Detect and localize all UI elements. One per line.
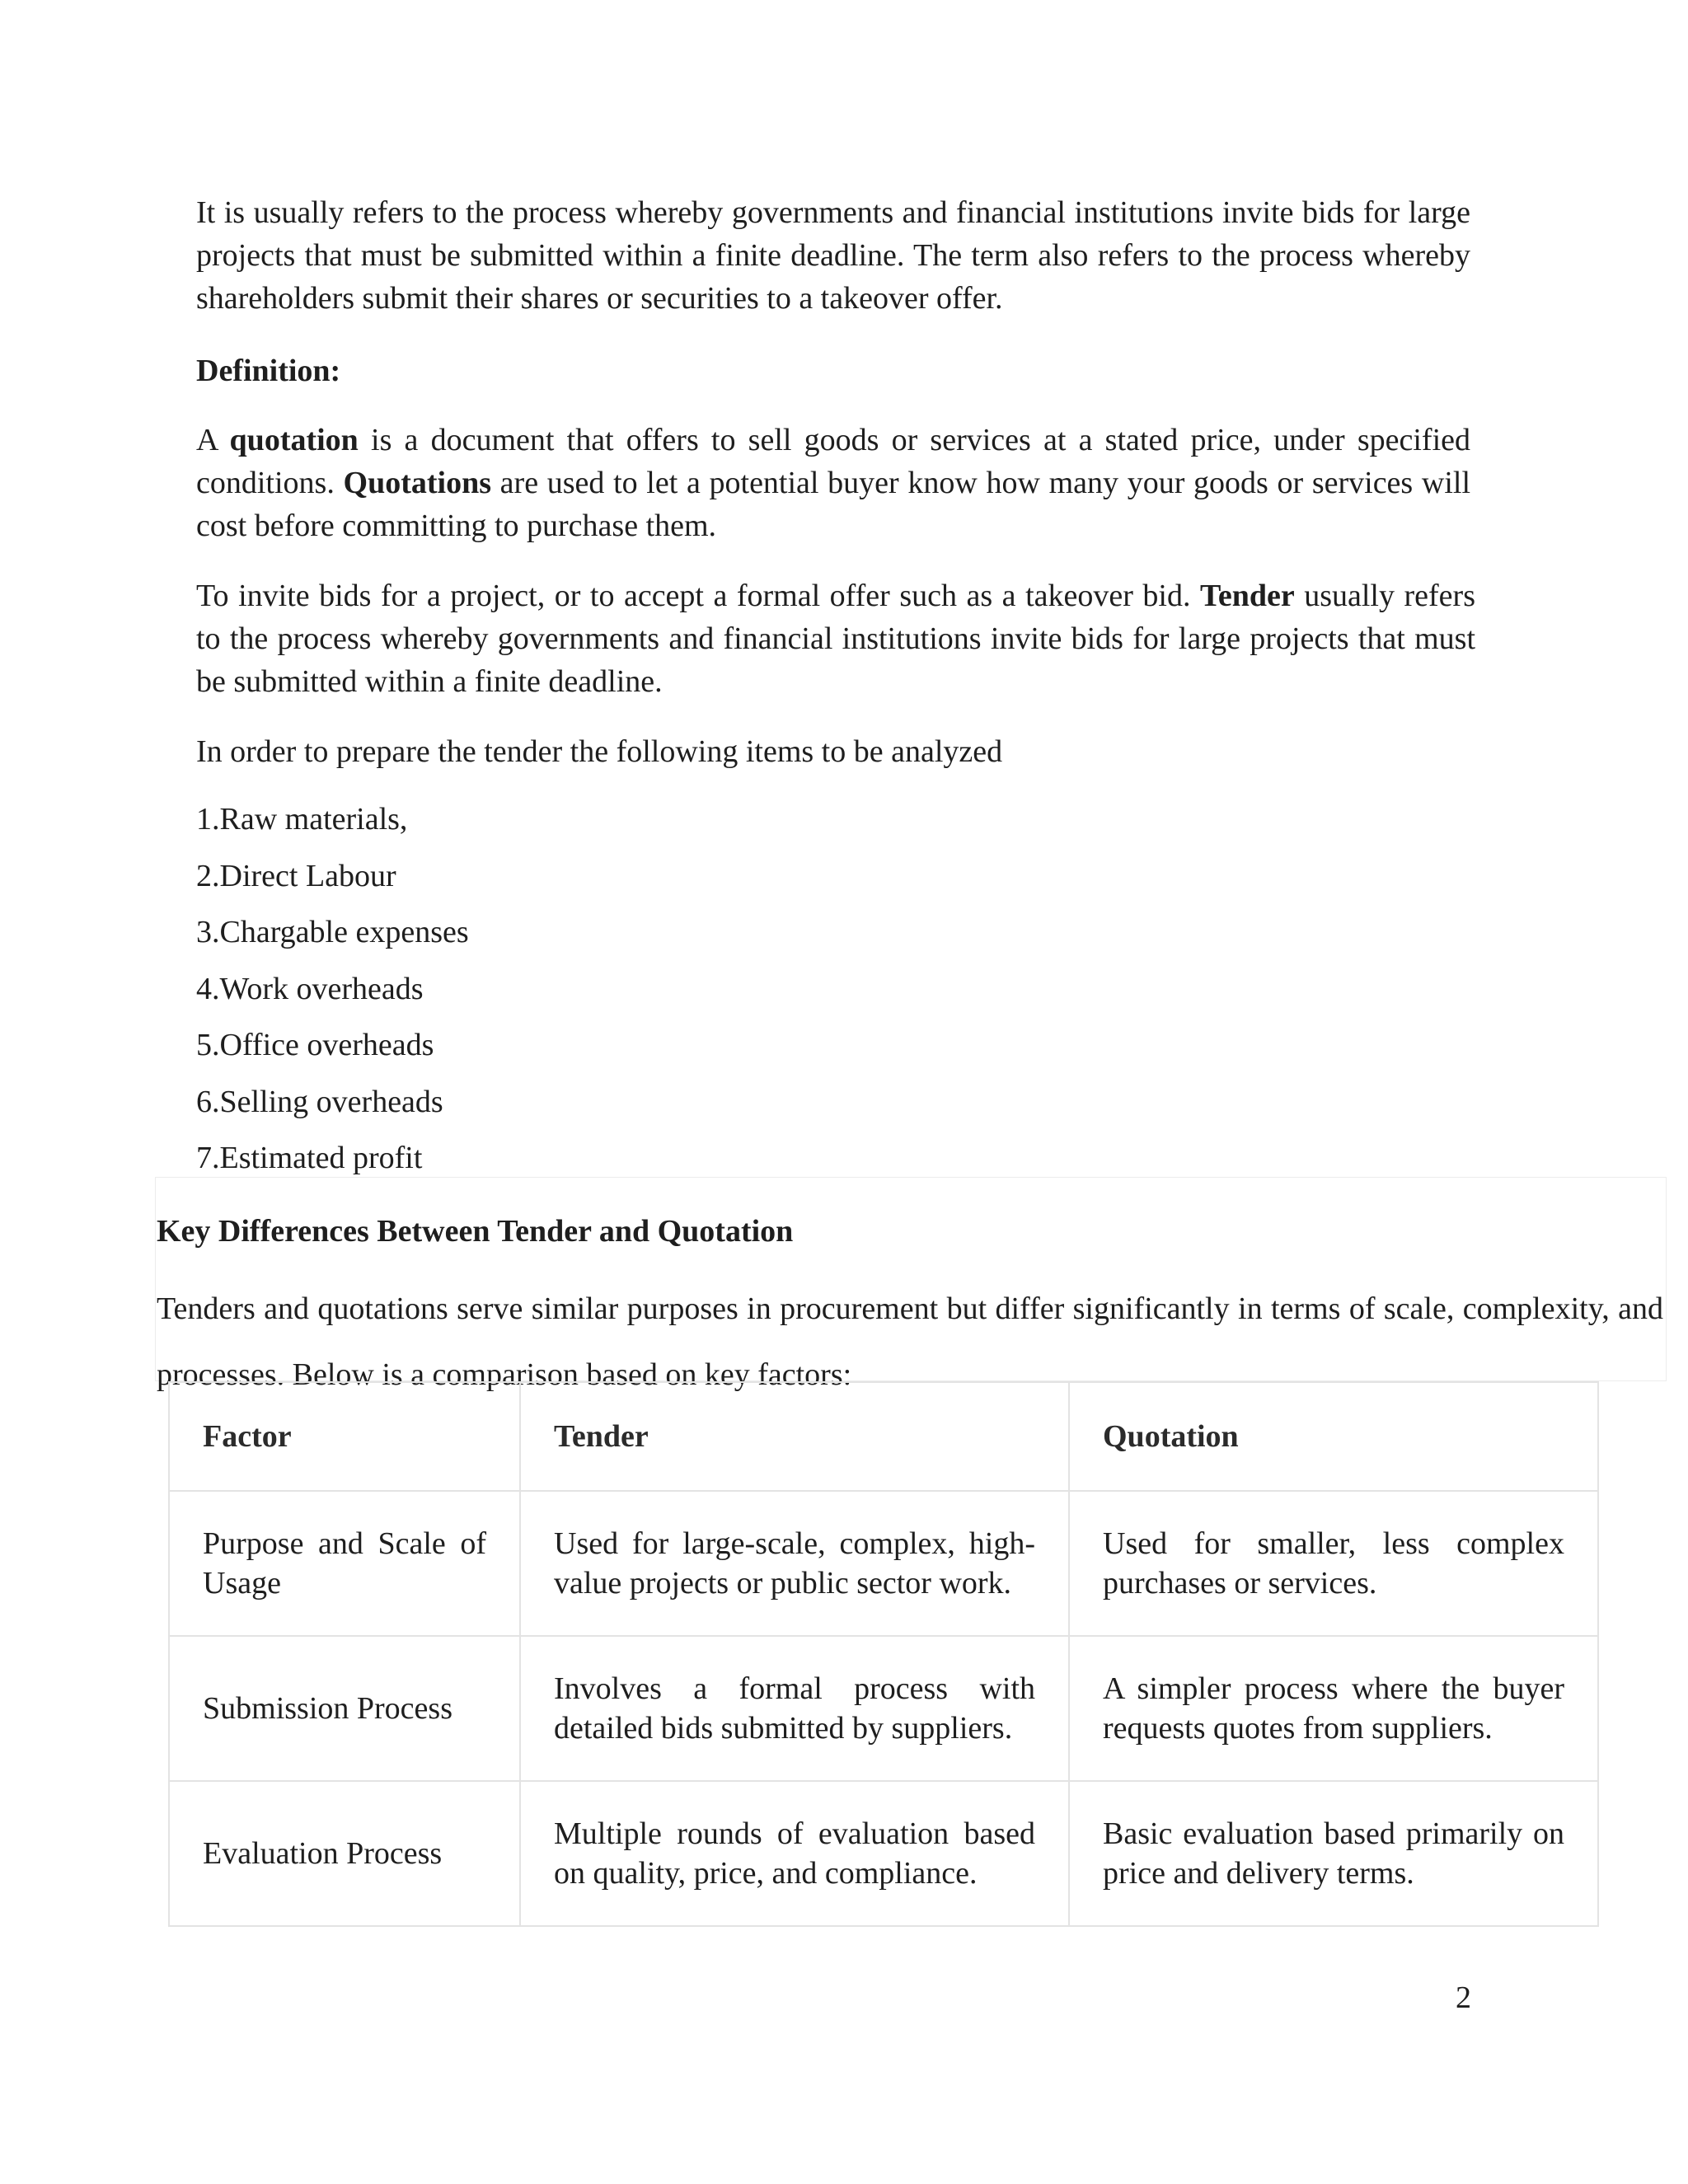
table-cell: A simpler process where the buyer requests quotes from suppliers. [1069,1636,1598,1781]
intro-paragraph: It is usually refers to the process whereby governments and financial institutions invite bids for large projects that must be submitted within a finite deadline. The term also refers to the process whereby shareholders submit their shares or securities to a takeover offer. [196,195,1470,316]
table-row [169,1636,1598,1781]
key-differences-heading: Key Differences Between Tender and Quotation [157,1214,794,1249]
tender-items-list [196,798,469,1193]
table-cell: Basic evaluation based primarily on price and delivery terms. [1069,1781,1598,1926]
header-factor: Factor [169,1382,520,1491]
definition-heading: Definition: [196,354,341,388]
table-cell: Involves a formal process with detailed bids submitted by suppliers. [520,1636,1069,1781]
tender-items-intro: In order to prepare the tender the following items to be analyzed [196,734,1003,769]
page-number: 2 [1456,1980,1471,2015]
header-quotation: Quotation [1069,1382,1598,1491]
term-quotations: Quotations [343,466,491,500]
table-cell: Evaluation Process [169,1781,520,1926]
table-cell: Used for large-scale, complex, high-value projects or public sector work. [520,1491,1069,1636]
list-item: 4.Work overheads [196,971,424,1006]
term-tender: Tender [1199,579,1295,613]
header-tender: Tender [520,1382,1069,1491]
list-item: 5.Office overheads [196,1028,434,1062]
table-cell: Purpose and Scale of Usage [169,1491,520,1636]
table-cell: Used for smaller, less complex purchases or services. [1069,1491,1598,1636]
table-header-row [169,1382,1598,1491]
tender-definition-paragraph: To invite bids for a project, or to accept a formal offer such as a takeover bid. Tender usually refers to the process whereby governments and financial institutions invite bids for large projects that must be submitted within a finite deadline. [196,579,1475,699]
list-item: 7.Estimated profit [196,1141,423,1175]
key-differences-paragraph: Tenders and quotations serve similar purposes in procurement but differ significantly in terms of scale, complexity, and processes. Below is a comparison based on key factors: [157,1291,1663,1392]
list-item: 2.Direct Labour [196,858,396,893]
list-item: 6.Selling overheads [196,1084,443,1119]
comparison-table [168,1381,1599,1927]
table-row [169,1491,1598,1636]
term-quotation: quotation [229,423,359,457]
table-row [169,1781,1598,1926]
list-item: 3.Chargable expenses [196,915,469,949]
table-cell: Multiple rounds of evaluation based on quality, price, and compliance. [520,1781,1069,1926]
quotation-definition-paragraph: A quotation is a document that offers to sell goods or services at a stated price, under specified conditions. Quotations are used to let a potential buyer know how many your goods or services will cost before committing to purchase them. [196,423,1471,543]
list-item: 1.Raw materials, [196,802,408,837]
table-cell: Submission Process [169,1636,520,1781]
